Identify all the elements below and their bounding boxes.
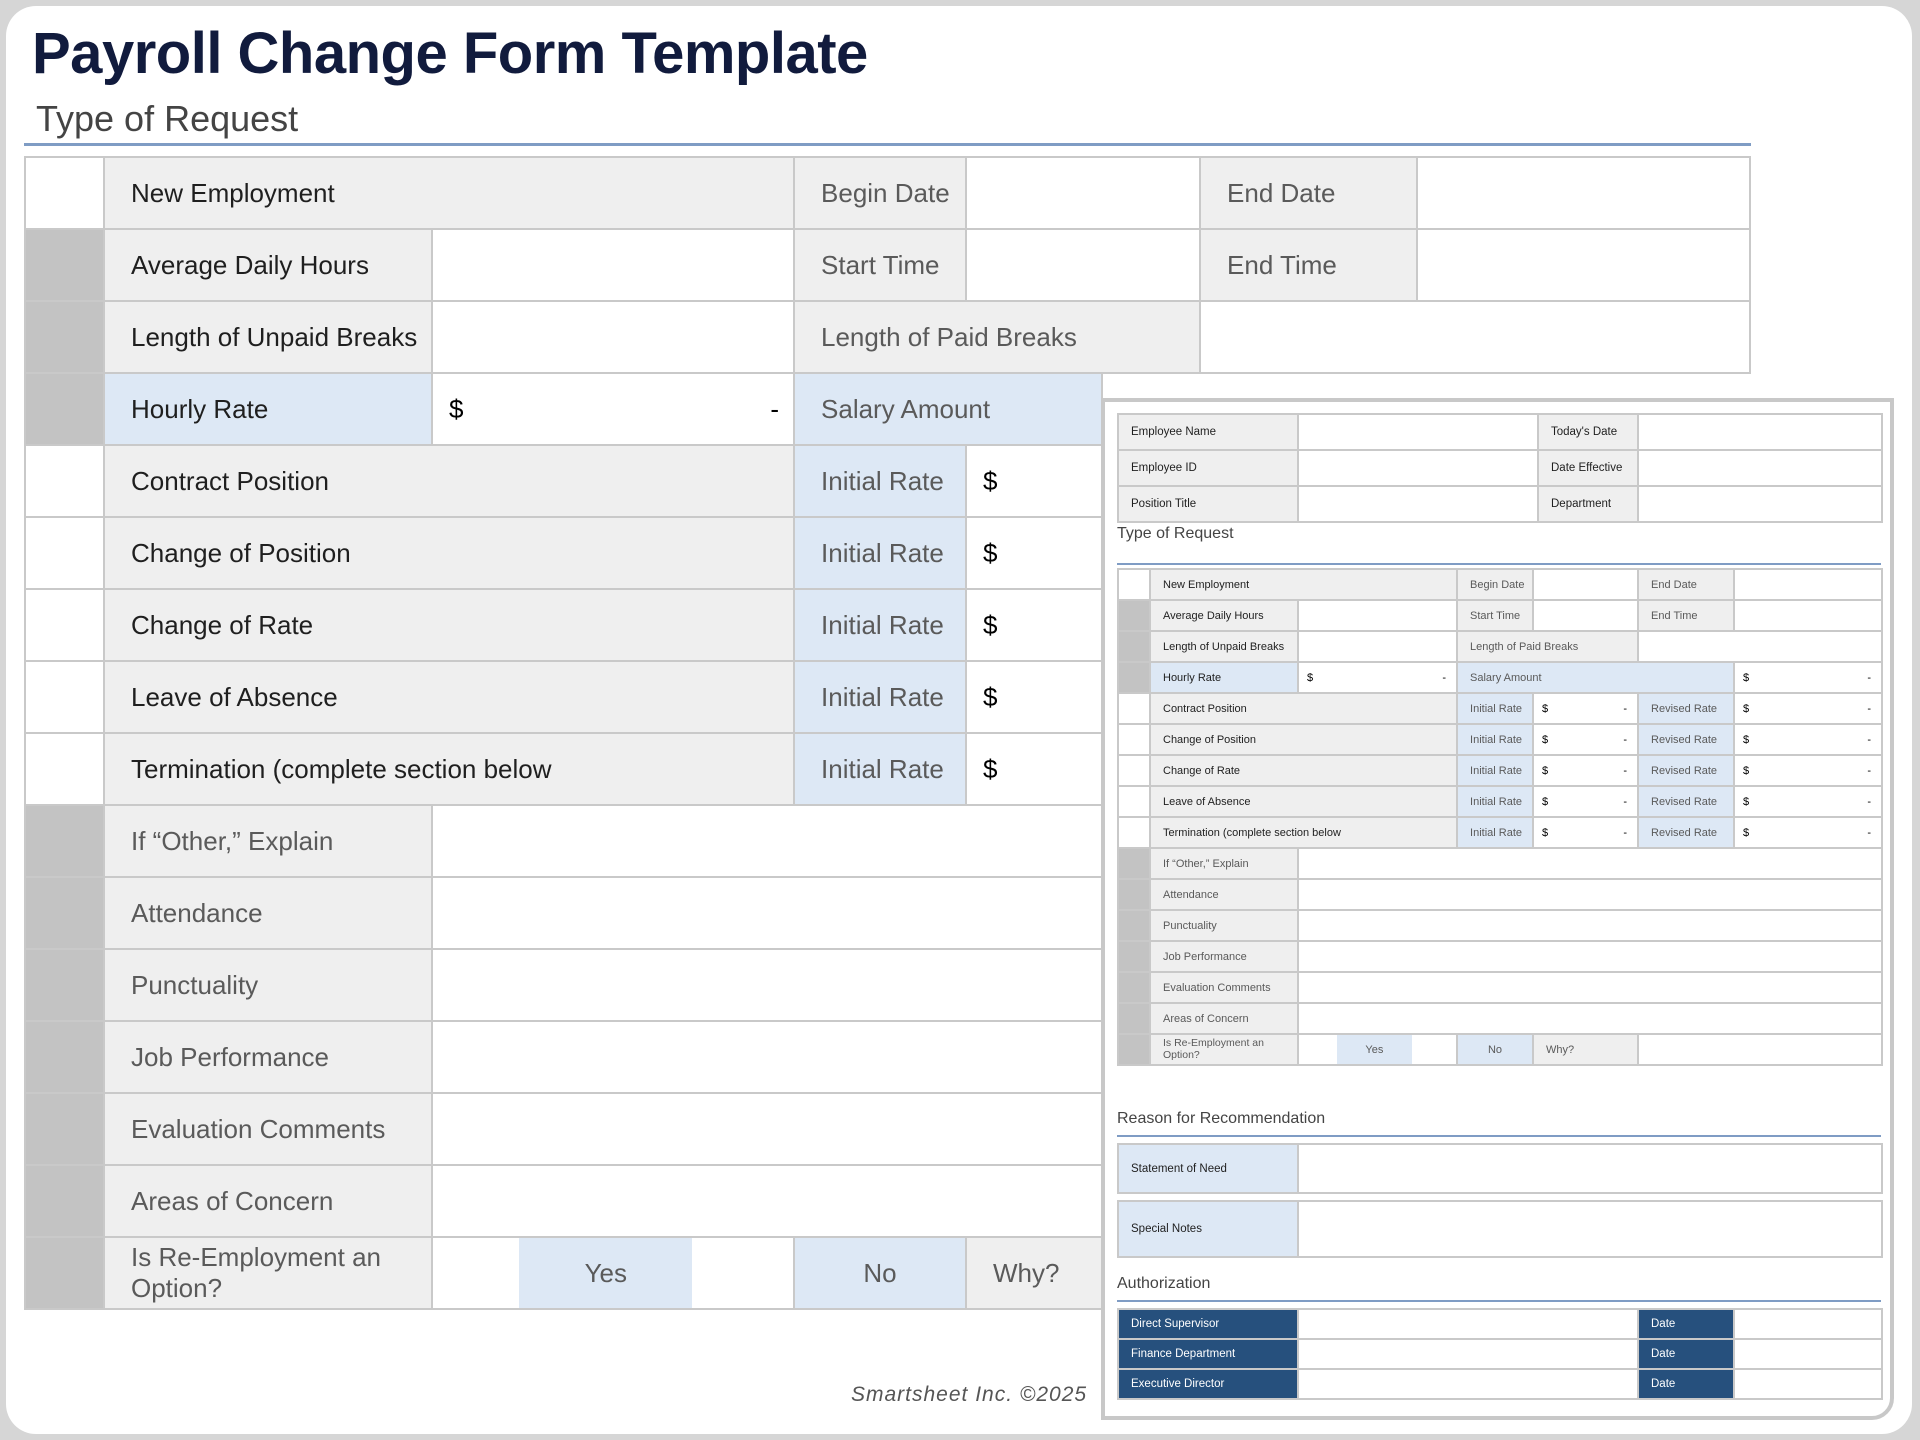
- row-checkbox-cell[interactable]: [1118, 693, 1150, 724]
- input-field[interactable]: [1298, 414, 1538, 450]
- reason-label: Statement of Need: [1118, 1144, 1298, 1193]
- input-field[interactable]: [1638, 486, 1882, 522]
- input-field[interactable]: [1638, 450, 1882, 486]
- signer-label: Direct Supervisor: [1118, 1309, 1298, 1339]
- page: [6, 6, 1912, 1434]
- currency-symbol: $: [449, 393, 464, 424]
- date-label: Date: [1638, 1309, 1734, 1339]
- table-row: [25, 229, 1750, 301]
- input-field[interactable]: [1734, 569, 1882, 600]
- employee-field-label: Today's Date: [1538, 414, 1638, 450]
- no-label: No: [794, 1237, 966, 1309]
- row-label: Attendance: [1150, 879, 1298, 910]
- yes-option-group: [432, 1237, 794, 1309]
- currency-dash: -: [1623, 795, 1628, 808]
- input-field[interactable]: [1298, 486, 1538, 522]
- currency-dash: -: [1867, 733, 1872, 746]
- row-checkbox-cell[interactable]: [25, 445, 104, 517]
- initial-rate-label: Initial Rate: [794, 517, 966, 589]
- initial-rate-label: Initial Rate: [1457, 724, 1533, 755]
- section-heading-type-of-request: Type of Request: [36, 98, 299, 139]
- row-checkbox-cell[interactable]: [1118, 755, 1150, 786]
- row-checkbox-cell[interactable]: [25, 517, 104, 589]
- currency-value: [1534, 796, 1637, 808]
- reason-input[interactable]: [1298, 1201, 1882, 1257]
- currency-value: [1735, 734, 1881, 746]
- row-checkbox-cell[interactable]: [1118, 1034, 1150, 1065]
- table-row: [25, 157, 1750, 229]
- input-field[interactable]: [1298, 879, 1882, 910]
- currency-field[interactable]: [1734, 786, 1882, 817]
- row-label: Change of Rate: [104, 589, 794, 661]
- input-field[interactable]: [1298, 910, 1882, 941]
- input-field[interactable]: [966, 157, 1200, 229]
- table-row: [1118, 693, 1882, 724]
- currency-field[interactable]: [1533, 724, 1638, 755]
- signature-field[interactable]: [1298, 1309, 1638, 1339]
- currency-value: [1299, 672, 1456, 684]
- row-checkbox-cell[interactable]: [25, 949, 104, 1021]
- currency-field[interactable]: [1533, 755, 1638, 786]
- currency-value: [967, 610, 1101, 641]
- row-checkbox-cell[interactable]: [25, 301, 104, 373]
- currency-symbol: $: [983, 465, 998, 496]
- row-checkbox-cell[interactable]: [1118, 848, 1150, 879]
- currency-value: [967, 466, 1101, 497]
- row-checkbox-cell[interactable]: [25, 157, 104, 229]
- currency-symbol: $: [1743, 826, 1750, 839]
- row-label: Areas of Concern: [104, 1165, 432, 1237]
- input-field[interactable]: [432, 949, 1102, 1021]
- initial-rate-label: Initial Rate: [1457, 817, 1533, 848]
- table-row: [1118, 941, 1882, 972]
- row-label: Contract Position: [104, 445, 794, 517]
- why-input[interactable]: [1638, 1034, 1882, 1065]
- currency-field[interactable]: [1533, 786, 1638, 817]
- table-row: [1118, 1369, 1882, 1399]
- input-field[interactable]: [1298, 1003, 1882, 1034]
- table-row: [1118, 486, 1882, 522]
- currency-symbol: $: [1542, 826, 1549, 839]
- field-label: End Date: [1638, 569, 1734, 600]
- currency-symbol: $: [983, 537, 998, 568]
- row-label: Leave of Absence: [1150, 786, 1457, 817]
- table-row: [1118, 1034, 1882, 1065]
- currency-field[interactable]: [1734, 755, 1882, 786]
- row-checkbox-cell[interactable]: [25, 661, 104, 733]
- currency-value: [1735, 703, 1881, 715]
- row-label: Length of Unpaid Breaks: [1150, 631, 1298, 662]
- row-checkbox-cell[interactable]: [1118, 941, 1150, 972]
- currency-dash: -: [770, 393, 780, 424]
- table-row: [1118, 1201, 1882, 1257]
- row-label: If “Other,” Explain: [1150, 848, 1298, 879]
- row-label: Is Re-Employment an Option?: [1150, 1034, 1298, 1065]
- row-label: Leave of Absence: [104, 661, 794, 733]
- input-field[interactable]: [432, 1093, 1102, 1165]
- field-label: Begin Date: [794, 157, 966, 229]
- currency-dash: -: [1867, 671, 1872, 684]
- no-checkbox[interactable]: [1412, 1035, 1456, 1064]
- why-label: Why?: [1533, 1034, 1638, 1065]
- table-row: [1118, 600, 1882, 631]
- row-label: Job Performance: [1150, 941, 1298, 972]
- row-checkbox-cell[interactable]: [25, 1165, 104, 1237]
- yes-label: Yes: [519, 1238, 692, 1308]
- row-checkbox-cell[interactable]: [25, 229, 104, 301]
- row-label: Contract Position: [1150, 693, 1457, 724]
- field-label: Salary Amount: [794, 373, 1102, 445]
- preview-heading-authorization: Authorization: [1117, 1275, 1211, 1292]
- row-checkbox-cell[interactable]: [1118, 817, 1150, 848]
- yes-option-group: [1298, 1034, 1457, 1065]
- row-checkbox-cell[interactable]: [1118, 1003, 1150, 1034]
- row-checkbox-cell[interactable]: [1118, 724, 1150, 755]
- preview-heading-type-of-request: Type of Request: [1117, 525, 1234, 542]
- table-row: [1118, 972, 1882, 1003]
- full-form-preview: [1101, 398, 1894, 1420]
- row-checkbox-cell[interactable]: [25, 1021, 104, 1093]
- row-label: If “Other,” Explain: [104, 805, 432, 877]
- row-label: Change of Position: [1150, 724, 1457, 755]
- currency-field[interactable]: [1734, 693, 1882, 724]
- row-label: Punctuality: [104, 949, 432, 1021]
- input-field[interactable]: [966, 229, 1200, 301]
- currency-value: [1534, 734, 1637, 746]
- row-label: Length of Unpaid Breaks: [104, 301, 432, 373]
- input-field[interactable]: [1298, 631, 1457, 662]
- input-field[interactable]: [1298, 972, 1882, 1003]
- row-checkbox-cell[interactable]: [25, 373, 104, 445]
- revised-rate-label: Revised Rate: [1638, 724, 1734, 755]
- currency-symbol: $: [983, 753, 998, 784]
- input-field[interactable]: [1638, 414, 1882, 450]
- row-label: Change of Rate: [1150, 755, 1457, 786]
- input-field[interactable]: [1298, 600, 1457, 631]
- currency-dash: -: [1623, 702, 1628, 715]
- date-field[interactable]: [1734, 1339, 1882, 1369]
- currency-symbol: $: [1542, 733, 1549, 746]
- row-label: Attendance: [104, 877, 432, 949]
- currency-dash: -: [1867, 764, 1872, 777]
- currency-symbol: $: [1542, 764, 1549, 777]
- initial-rate-label: Initial Rate: [1457, 786, 1533, 817]
- input-field[interactable]: [432, 229, 794, 301]
- why-label: Why?: [966, 1237, 1102, 1309]
- currency-value: [1735, 796, 1881, 808]
- input-field[interactable]: [1298, 450, 1538, 486]
- table-row: [25, 301, 1750, 373]
- input-field[interactable]: [432, 805, 1102, 877]
- section-divider: [1117, 563, 1881, 565]
- row-checkbox-cell[interactable]: [1118, 662, 1150, 693]
- date-field[interactable]: [1734, 1309, 1882, 1339]
- currency-value: [1735, 765, 1881, 777]
- row-checkbox-cell[interactable]: [1118, 972, 1150, 1003]
- date-label: Date: [1638, 1369, 1734, 1399]
- currency-field[interactable]: [1734, 662, 1882, 693]
- row-label: Average Daily Hours: [104, 229, 432, 301]
- initial-rate-label: Initial Rate: [1457, 693, 1533, 724]
- signer-label: Finance Department: [1118, 1339, 1298, 1369]
- employee-field-label: Date Effective: [1538, 450, 1638, 486]
- input-field[interactable]: [1417, 229, 1750, 301]
- currency-value: [1735, 827, 1881, 839]
- initial-rate-label: Initial Rate: [1457, 755, 1533, 786]
- currency-field[interactable]: [1734, 817, 1882, 848]
- employee-field-label: Employee ID: [1118, 450, 1298, 486]
- page-title: Payroll Change Form Template: [32, 21, 868, 86]
- currency-symbol: $: [1743, 795, 1750, 808]
- input-field[interactable]: [1734, 600, 1882, 631]
- copyright-footer: Smartsheet Inc. ©2025: [851, 1383, 1088, 1406]
- initial-rate-label: Initial Rate: [794, 661, 966, 733]
- field-label: End Time: [1200, 229, 1417, 301]
- row-label: Areas of Concern: [1150, 1003, 1298, 1034]
- currency-dash: -: [1623, 733, 1628, 746]
- table-row: [1118, 1339, 1882, 1369]
- row-checkbox-cell[interactable]: [25, 733, 104, 805]
- table-row: [1118, 910, 1882, 941]
- currency-field[interactable]: [966, 733, 1102, 805]
- input-field[interactable]: [1298, 941, 1882, 972]
- initial-rate-label: Initial Rate: [794, 589, 966, 661]
- revised-rate-label: Revised Rate: [1638, 755, 1734, 786]
- currency-dash: -: [1867, 826, 1872, 839]
- row-checkbox-cell[interactable]: [1118, 879, 1150, 910]
- table-row: [1118, 848, 1882, 879]
- currency-field[interactable]: [966, 589, 1102, 661]
- currency-symbol: $: [1743, 702, 1750, 715]
- spacer-cell: [1118, 1193, 1882, 1201]
- spacer: [1118, 1193, 1882, 1201]
- table-row: [1118, 450, 1882, 486]
- table-row: [1118, 569, 1882, 600]
- initial-rate-label: Initial Rate: [794, 733, 966, 805]
- no-label: No: [1457, 1034, 1533, 1065]
- currency-symbol: $: [983, 609, 998, 640]
- row-label: Termination (complete section below: [1150, 817, 1457, 848]
- currency-field[interactable]: [432, 373, 794, 445]
- section-divider: [1117, 1135, 1881, 1137]
- currency-dash: -: [1867, 702, 1872, 715]
- row-checkbox-cell[interactable]: [1118, 786, 1150, 817]
- no-checkbox[interactable]: [692, 1238, 793, 1308]
- currency-value: [1534, 703, 1637, 715]
- reason-input[interactable]: [1298, 1144, 1882, 1193]
- currency-value: [1534, 827, 1637, 839]
- table-row: [1118, 1144, 1882, 1193]
- row-checkbox-cell[interactable]: [1118, 600, 1150, 631]
- table-row: [1118, 724, 1882, 755]
- currency-dash: -: [1442, 671, 1447, 684]
- preview-type-of-request-table: [1117, 568, 1883, 1066]
- currency-symbol: $: [1743, 764, 1750, 777]
- input-field[interactable]: [1638, 631, 1882, 662]
- input-field[interactable]: [432, 877, 1102, 949]
- currency-dash: -: [1623, 764, 1628, 777]
- row-label: Is Re-Employment an Option?: [104, 1237, 432, 1309]
- row-label: New Employment: [104, 157, 794, 229]
- field-label: Length of Paid Breaks: [794, 301, 1200, 373]
- input-field[interactable]: [432, 1165, 1102, 1237]
- currency-value: [433, 394, 793, 425]
- field-label: End Time: [1638, 600, 1734, 631]
- field-label: Start Time: [794, 229, 966, 301]
- row-checkbox-cell[interactable]: [25, 1093, 104, 1165]
- row-label: Change of Position: [104, 517, 794, 589]
- signer-label: Executive Director: [1118, 1369, 1298, 1399]
- table-row: [1118, 1003, 1882, 1034]
- employee-info-table: [1117, 413, 1883, 523]
- field-label: Length of Paid Breaks: [1457, 631, 1638, 662]
- table-row: [1118, 755, 1882, 786]
- yes-label: Yes: [1337, 1035, 1412, 1064]
- field-label: Salary Amount: [1457, 662, 1734, 693]
- input-field[interactable]: [1417, 157, 1750, 229]
- row-label: Evaluation Comments: [104, 1093, 432, 1165]
- section-divider: [1117, 1300, 1881, 1302]
- row-checkbox-cell[interactable]: [1118, 569, 1150, 600]
- row-checkbox-cell[interactable]: [25, 877, 104, 949]
- employee-field-label: Department: [1538, 486, 1638, 522]
- row-label: New Employment: [1150, 569, 1457, 600]
- table-row: [1118, 879, 1882, 910]
- revised-rate-label: Revised Rate: [1638, 786, 1734, 817]
- currency-value: [1735, 672, 1881, 684]
- currency-field[interactable]: [1533, 817, 1638, 848]
- table-row: [1118, 414, 1882, 450]
- row-label: Hourly Rate: [1150, 662, 1298, 693]
- date-label: Date: [1638, 1339, 1734, 1369]
- authorization-table: [1117, 1308, 1883, 1400]
- table-row: [1118, 1309, 1882, 1339]
- initial-rate-label: Initial Rate: [794, 445, 966, 517]
- signature-field[interactable]: [1298, 1369, 1638, 1399]
- row-label: Punctuality: [1150, 910, 1298, 941]
- row-label: Evaluation Comments: [1150, 972, 1298, 1003]
- currency-symbol: $: [1743, 733, 1750, 746]
- row-checkbox-cell[interactable]: [1118, 631, 1150, 662]
- row-label: Job Performance: [104, 1021, 432, 1093]
- currency-value: [967, 682, 1101, 713]
- date-field[interactable]: [1734, 1369, 1882, 1399]
- field-label: End Date: [1200, 157, 1417, 229]
- yes-checkbox[interactable]: [1299, 1035, 1337, 1064]
- currency-field[interactable]: [1533, 693, 1638, 724]
- table-row: [1118, 662, 1882, 693]
- field-label: Begin Date: [1457, 569, 1533, 600]
- currency-dash: -: [1867, 795, 1872, 808]
- revised-rate-label: Revised Rate: [1638, 817, 1734, 848]
- signature-field[interactable]: [1298, 1339, 1638, 1369]
- yes-checkbox[interactable]: [433, 1238, 519, 1308]
- currency-symbol: $: [1743, 671, 1750, 684]
- currency-symbol: $: [1542, 795, 1549, 808]
- currency-value: [967, 754, 1101, 785]
- input-field[interactable]: [1533, 569, 1638, 600]
- reason-label: Special Notes: [1118, 1201, 1298, 1257]
- revised-rate-label: Revised Rate: [1638, 693, 1734, 724]
- input-field[interactable]: [432, 301, 794, 373]
- input-field[interactable]: [432, 1021, 1102, 1093]
- table-row: [1118, 817, 1882, 848]
- currency-dash: -: [1623, 826, 1628, 839]
- row-checkbox-cell[interactable]: [25, 805, 104, 877]
- currency-value: [1534, 765, 1637, 777]
- row-label: Termination (complete section below: [104, 733, 794, 805]
- row-checkbox-cell[interactable]: [25, 589, 104, 661]
- row-checkbox-cell[interactable]: [1118, 910, 1150, 941]
- row-label: Average Daily Hours: [1150, 600, 1298, 631]
- row-checkbox-cell[interactable]: [25, 1237, 104, 1309]
- currency-symbol: $: [1307, 671, 1314, 684]
- currency-value: [967, 538, 1101, 569]
- table-row: [1118, 786, 1882, 817]
- input-field[interactable]: [1298, 848, 1882, 879]
- input-field[interactable]: [1533, 600, 1638, 631]
- employee-field-label: Employee Name: [1118, 414, 1298, 450]
- input-field[interactable]: [1200, 301, 1750, 373]
- field-label: Start Time: [1457, 600, 1533, 631]
- employee-field-label: Position Title: [1118, 486, 1298, 522]
- currency-field[interactable]: [966, 517, 1102, 589]
- currency-field[interactable]: [966, 445, 1102, 517]
- currency-field[interactable]: [1298, 662, 1457, 693]
- currency-symbol: $: [983, 681, 998, 712]
- row-label: Hourly Rate: [104, 373, 432, 445]
- reason-table: [1117, 1143, 1883, 1258]
- currency-field[interactable]: [966, 661, 1102, 733]
- table-row: [1118, 631, 1882, 662]
- section-divider: [24, 143, 1751, 146]
- preview-heading-reason: Reason for Recommendation: [1117, 1110, 1326, 1127]
- currency-field[interactable]: [1734, 724, 1882, 755]
- currency-symbol: $: [1542, 702, 1549, 715]
